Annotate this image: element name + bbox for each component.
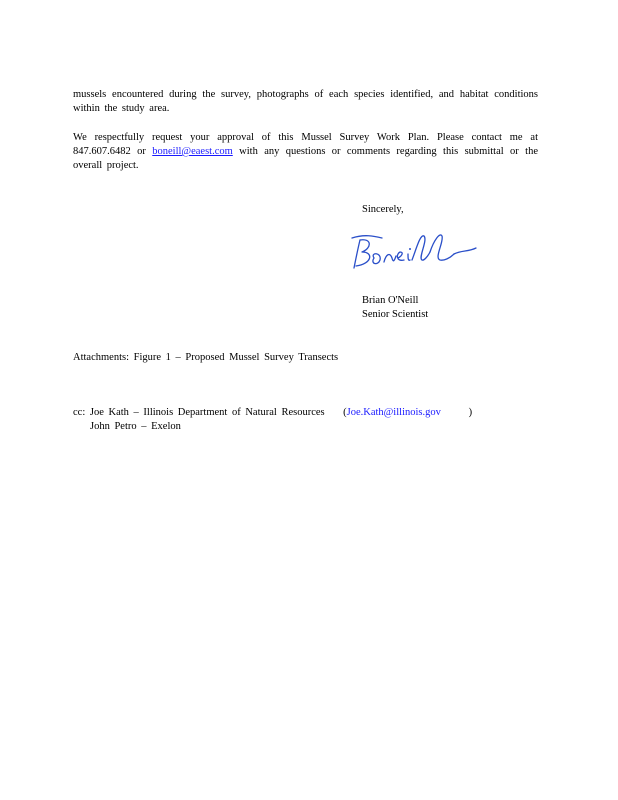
attachments-line: Attachments: Figure 1 – Proposed Mussel Survey Transects xyxy=(73,352,339,363)
cc-line-1 xyxy=(73,406,472,420)
handwritten-signature xyxy=(350,228,482,274)
paragraph-2-text-after: with any questions or comments regarding this submittal or the overall project. xyxy=(73,146,538,171)
cc-recipient-2: John Petro – Exelon xyxy=(90,421,181,432)
paragraph-2-text-before: We respectfully request your approval of this Mussel Survey Work Plan. Please contact me at 847.607.6482 or xyxy=(73,132,538,157)
cc-recipient-1: Joe Kath – Illinois Department of Natural Resources xyxy=(89,407,325,418)
cc-recipient-1-open-paren: ( xyxy=(343,407,347,418)
closing: Sincerely, xyxy=(362,204,404,215)
body-paragraph-1: mussels encountered during the survey, photographs of each species identified, and habitat conditions within the study area. xyxy=(73,89,538,114)
contact-email-link[interactable]: boneill@eaest.com xyxy=(152,146,233,157)
signature-title: Senior Scientist xyxy=(362,309,429,320)
cc-label: cc: xyxy=(73,407,86,418)
cc-recipient-1-close-paren: ) xyxy=(468,407,473,418)
signature-name: Brian O'Neill xyxy=(362,295,419,306)
cc-recipient-1-email[interactable]: Joe.Kath@illinois.gov xyxy=(346,407,441,418)
body-paragraph-2 xyxy=(73,131,538,173)
